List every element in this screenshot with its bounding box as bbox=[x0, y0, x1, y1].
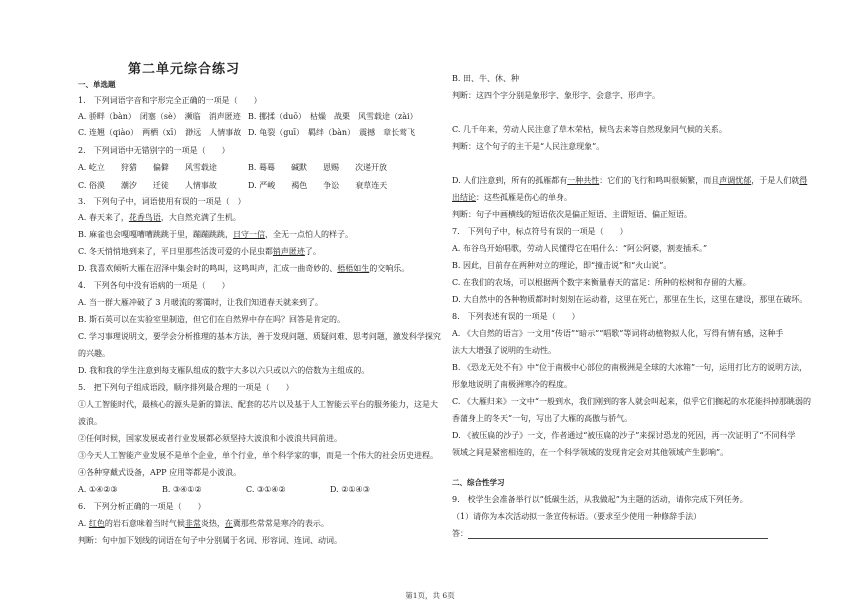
q3-option-b: B. 麻雀也会嘎嘎嘈嘈跳跳于里，蹦蹦跳跳，日守一信，全无一点怕人的样子。 bbox=[78, 230, 353, 239]
q6-option-d-cont: 出结论：这些孤雁是伤心的单身。 bbox=[452, 193, 572, 202]
q1-stem: 1. 下列词语字音和字形完全正确的一项是（ ） bbox=[78, 96, 262, 105]
page-footer: 第1页，共 6页 bbox=[405, 591, 455, 600]
q5-option-a: A. ①④②③ bbox=[78, 485, 118, 494]
section-heading-comprehensive: 二、综合性学习 bbox=[452, 478, 505, 487]
q5-sentence-1-cont: 波浪。 bbox=[78, 417, 102, 426]
q5-option-d: D. ②①④③ bbox=[330, 485, 370, 494]
q8-option-b-cont: 形象地说明了南极洲寒冷的程度。 bbox=[452, 380, 572, 389]
q7-option-b: B. 因此，目前存在两种对立的理论，即“撞击说”和“火山说”。 bbox=[452, 261, 672, 270]
q4-option-b: B. 斯石英可以在实验室里制造，但它们在自然界中存在吗？回答是肯定的。 bbox=[78, 315, 345, 324]
q8-stem: 8. 下列表述有误的一项是（ ） bbox=[452, 312, 580, 321]
q5-sentence-2: ②任何时候，国家发展或者行业发展都必须坚持大波浪和小波浪共同前进。 bbox=[78, 434, 342, 443]
q6-option-d: D. 人们注意到，所有的孤雁都有一种共性：它们的飞行和鸣叫很频繁，而且声调忧郁，于是人们就得 bbox=[452, 176, 808, 185]
q9-stem: 9. 校学生会准备举行以“低碳生活，从我做起”为主题的活动，请你完成下列任务。 bbox=[452, 495, 748, 504]
q1-option-c: C. 连翘（qiào） 两栖（xī） 渺远 人情事故 bbox=[78, 128, 242, 137]
q3-stem: 3. 下列句子中，词语使用有误的一项是（ ） bbox=[78, 197, 246, 206]
q2-option-c: C. 俗漠 潮汐 迁徒 人情事故 bbox=[78, 181, 217, 190]
q2-option-d: D. 严峻 褐色 争讼 衰草连天 bbox=[248, 181, 388, 190]
q8-option-a-cont: 法大大增强了说明的生动性。 bbox=[452, 346, 556, 355]
q5-option-b: B. ③④①② bbox=[162, 485, 202, 494]
q4-stem: 4. 下列各句中没有语病的一项是（ ） bbox=[78, 281, 230, 290]
q4-option-c-cont: 的兴趣。 bbox=[78, 349, 110, 358]
q6-stem: 6. 下列分析正确的一项是（ ） bbox=[78, 502, 206, 511]
q2-stem: 2. 下列词语中无错别字的一项是（ ） bbox=[78, 146, 230, 155]
q9-answer-line: 答： bbox=[452, 529, 768, 539]
q2-option-a: A. 屹立 狩猎 偏僻 风雪载途 bbox=[78, 163, 217, 172]
q7-stem: 7. 下列句子中，标点符号有误的一项是（ ） bbox=[452, 227, 628, 236]
q6-option-c-judgement: 判断：这个句子的主干是“人民注意现象”。 bbox=[452, 142, 605, 151]
q7-option-c: C. 在我们的农场，可以根据两个数字来衡量春天的富足：所种的松树和存留的大雁。 bbox=[452, 278, 751, 287]
q5-sentence-3: ③今天人工智能产业发展不是单个企业，单个行业，单个科学家的事，而是一个伟大的社会历史进程。 bbox=[78, 451, 438, 460]
page-title: 第二单元综合练习 bbox=[128, 62, 241, 77]
q2-option-b: B. 蓦蓦 碱默 恩赐 次递开放 bbox=[248, 163, 387, 172]
q8-option-c-cont: 香蒲身上的冬天”一句，写出了大雁的高傲与骄气。 bbox=[452, 414, 633, 423]
answer-blank[interactable] bbox=[468, 530, 768, 539]
q4-option-c: C. 学习事理说明文，要学会分析推理的基本方法，善于发现问题、质疑问难、思考问题，激发科学探究 bbox=[78, 332, 441, 341]
q8-option-b: B. 《恐龙无处不有》中“位于南极中心部位的南极洲是全球的大冰箱”一句，运用打比方的说明方法， bbox=[452, 363, 808, 372]
q5-sentence-1: ①人工智能时代，最核心的源头是新的算法、配套的芯片以及基于人工智能云平台的服务能力，这是大 bbox=[78, 400, 438, 409]
q6-option-a: A. 红色的岩石意味着当时气候非常炎热，在冀那些常常是寒冷的表示。 bbox=[78, 519, 329, 528]
q4-option-d: D. 我和我的学生注意到每支雁队组成的数字大多以六只或以六的倍数为主组成的。 bbox=[78, 366, 370, 375]
section-heading-single: 一、单选题 bbox=[78, 80, 116, 89]
q8-option-c: C. 《大雁归来》一文中“一般到水，我们刚到的客人就会叫起来，似乎它们搁起的水花能抖掉那眺弱的 bbox=[452, 397, 812, 406]
q5-stem: 5. 把下列句子组成语段，顺序排列最合理的一项是（ ） bbox=[78, 383, 294, 392]
q3-option-c: C. 冬天悄悄地到来了，平日里那些活泼可爱的小昆虫都销声匿迹了。 bbox=[78, 247, 321, 256]
q5-sentence-4: ④各种穿戴式设备，APP 应用等都是小波浪。 bbox=[78, 468, 242, 477]
q6-option-a-judgement: 判断：句中加下划线的词语在句子中分别属于名词、形容词、连词、动词。 bbox=[78, 536, 342, 545]
q6-option-b: B. 田、牛、休、种 bbox=[452, 74, 519, 83]
q6-option-d-judgement: 判断：句子中画横线的短语依次是偏正短语、主谓短语、偏正短语。 bbox=[452, 210, 692, 219]
q4-option-a: A. 当一群大雁冲破了 3 月暖流的雾霭时，让我们知道春天就来到了。 bbox=[78, 298, 324, 307]
q8-option-d-cont: 领域之间是紧密相连的，在一个科学领域的发现肯定会对其他领域产生影响”。 bbox=[452, 448, 729, 457]
q1-option-a: A. 骄畔（bàn） 闭塞（sè） 濒临 消声匿迹 bbox=[78, 112, 241, 121]
q1-option-b: B. 挪揉（duō） 枯燥 战栗 风雪载途（zài） bbox=[248, 112, 418, 121]
q3-option-d: D. 我喜欢倾听大雁在沼泽中集会时的鸣叫，这鸣叫声，汇成一曲奇妙的、梧梧如生的交响乐。 bbox=[78, 264, 410, 273]
q1-option-d: D. 龟裂（guī） 羁绊（bàn） 震撼 章长莺飞 bbox=[248, 128, 416, 137]
q8-option-a: A. 《大自然的语言》一文用“传语”“暗示”“唱歌”等词将动植物拟人化，写得有情有感，这种手 bbox=[452, 329, 784, 338]
q9-subquestion-1: （1）请你为本次活动拟一条宣传标语。（要求至少使用一种修辞手法） bbox=[452, 512, 702, 521]
q8-option-d: D. 《被压扁的沙子》一文，作者通过“被压扁的沙子”来探讨恐龙的死因，再一次证明了“不同科学 bbox=[452, 431, 796, 440]
q6-option-c: C. 几千年来，劳动人民注意了草木荣枯，候鸟去来等自然现象同气候的关系。 bbox=[452, 125, 727, 134]
q5-option-c: C. ③①④② bbox=[246, 485, 286, 494]
q3-option-a: A. 春天来了，花香鸟语，大自然充满了生机。 bbox=[78, 213, 241, 222]
q7-option-d: D. 大自然中的各种物质都时时刻刻在运动着，这里在死亡，那里在生长，这里在建设，那里在破坏。 bbox=[452, 295, 808, 304]
q6-option-b-judgement: 判断：这四个字分别是象形字、象形字、会意字、形声字。 bbox=[452, 91, 660, 100]
q7-option-a: A. 布谷鸟开始唱歌，劳动人民懂得它在唱什么：“阿公阿婆，割麦插禾。” bbox=[452, 244, 708, 253]
